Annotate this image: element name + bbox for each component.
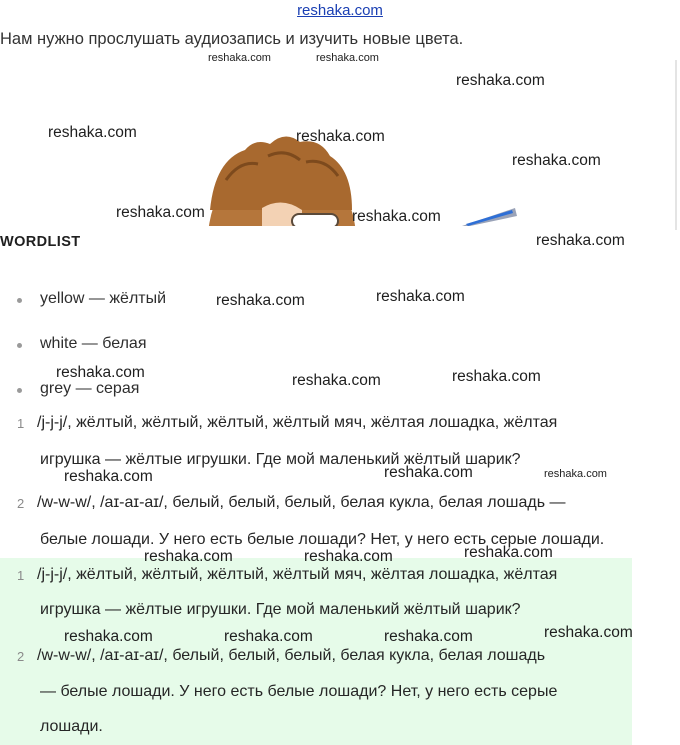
watermark: reshaka.com [536,232,625,249]
exercise-line: /w-w-w/, /aɪ-aɪ-aɪ/, белый, белый, белый, белая кукла, белая лошадь — [37,494,566,511]
watermark: reshaka.com [512,152,601,169]
pencil-image [462,208,517,226]
answer-number: 1 [17,568,25,583]
watermark: reshaka.com [208,52,271,64]
answer-line: лошади. [40,718,103,735]
watermark: reshaka.com [292,372,381,389]
answer-line: игрушка — жёлтые игрушки. Где мой маленький жёлтый шарик? [40,601,521,618]
watermark: reshaka.com [64,628,153,645]
watermark: reshaka.com [64,468,153,485]
watermark: reshaka.com [116,204,205,221]
watermark: reshaka.com [464,544,553,561]
site-link[interactable]: reshaka.com [297,2,383,19]
watermark: reshaka.com [56,364,145,381]
boy-head-image [208,136,356,226]
wordlist-item-text: grey — серая [40,380,140,397]
watermark: reshaka.com [216,292,305,309]
wordlist-title: WORDLIST [0,234,81,250]
bullet-icon [17,388,22,393]
watermark: reshaka.com [144,548,233,565]
answer-line: /w-w-w/, /aɪ-aɪ-aɪ/, белый, белый, белый, белая кукла, белая лошадь [37,647,546,664]
watermark: reshaka.com [224,628,313,645]
answer-number: 2 [17,649,25,664]
exercise-number: 1 [17,416,25,431]
watermark: reshaka.com [456,72,545,89]
site-header [0,0,680,22]
wordlist-item-text: white — белая [40,335,147,352]
wordlist-item [0,380,300,402]
exercise-line: /j-j-j/, жёлтый, жёлтый, жёлтый, жёлтый мяч, жёлтая лошадка, жёлтая [37,414,558,431]
intro-text: Нам нужно прослушать аудиозапись и изучить новые цвета. [0,30,464,48]
watermark: reshaka.com [384,628,473,645]
scrollbar-track[interactable] [675,60,677,230]
watermark: reshaka.com [48,124,137,141]
wordlist-item [0,335,300,357]
answer-line: — белые лошади. У него есть белые лошади? Нет, у него есть серые [40,683,558,700]
wordlist-item-text: yellow — жёлтый [40,290,167,307]
exercise-number: 2 [17,496,25,511]
bullet-icon [17,298,22,303]
watermark: reshaka.com [304,548,393,565]
watermark: reshaka.com [352,208,441,225]
watermark: reshaka.com [544,624,633,641]
watermark: reshaka.com [452,368,541,385]
watermark: reshaka.com [296,128,385,145]
exercise-line: белые лошади. У него есть белые лошади? Нет, у него есть серые лошади. [40,531,605,548]
watermark: reshaka.com [384,464,473,481]
exercise-line: игрушка — жёлтые игрушки. Где мой маленький жёлтый шарик? [40,451,521,468]
watermark: reshaka.com [544,468,607,480]
bullet-icon [17,343,22,348]
watermark: reshaka.com [316,52,379,64]
answer-line: /j-j-j/, жёлтый, жёлтый, жёлтый, жёлтый мяч, жёлтая лошадка, жёлтая [37,566,558,583]
watermark: reshaka.com [376,288,465,305]
